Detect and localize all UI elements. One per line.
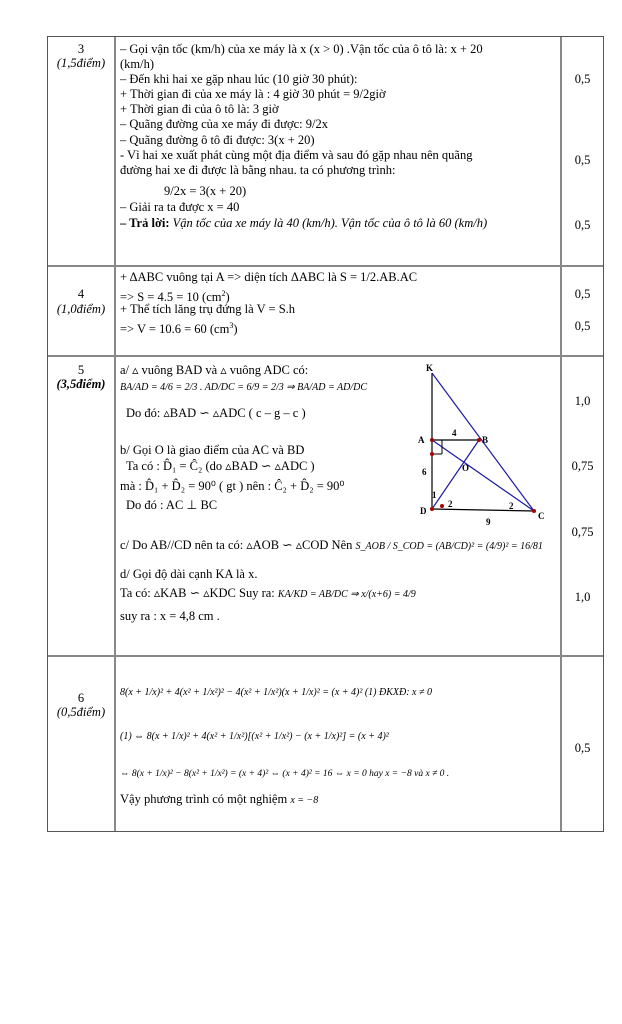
question-points: (3,5điểm) [56,377,106,391]
conclusion-line: Vậy phương trình có một nghiệm x = −8 [120,792,319,806]
part-b-step: mà : D̂₁ + D̂₂ = 90⁰ ( gt ) nên : Ĉ₂ + D̂₂ = 90⁰ [120,479,345,493]
label-O: O [462,463,470,473]
score: 0,5 [574,72,591,86]
label-angle-1: 1 [432,490,437,500]
answer-line [120,216,487,231]
part-d-result: suy ra : x = 4,8 cm . [120,609,220,623]
solution-line: – Quãng đường ô tô đi được: 3(x + 20) [120,133,315,147]
solution-line: đường hai xe đi được là bằng nhau. ta có phương trình: [120,163,396,177]
question-cell [48,657,116,831]
solution-line: – Giải ra ta được x = 40 [120,200,240,214]
score: 0,5 [574,218,591,232]
score: 1,0 [574,590,591,604]
score: 0,5 [574,319,591,333]
score: 0,5 [574,741,591,755]
solution-line: => S = 4.5 = 10 $(cm^2)$ [120,289,230,305]
part-d-line: d/ Gọi độ dài cạnh KA là x. [120,567,258,581]
part-d-ratio: KA/KD = AB/DC ⇒ x/(x+6) = 4/9 [277,589,416,600]
label-D: D [420,506,427,516]
solution-line: + Thời gian đi của xe máy là : 4 giờ 30 phút = 9/2giờ [120,87,386,101]
answer-text: Vận tốc của xe máy là 40 (km/h). Vận tốc của ô tô là 60 (km/h) [172,216,488,230]
solution-cell [116,37,560,265]
solution-cell [116,267,560,355]
geometry-figure [416,361,556,531]
score-cell [560,267,603,355]
equation-line: (1) ⇔ 8(x + 1/x)² + 4(x² + 1/x²)[(x² + 1/x²) − (x + 1/x)²] = (x + 4)² [120,731,389,742]
row-question-3 [48,37,603,265]
solution-line: + Thể tích lăng trụ đứng là V = S.h [120,302,296,316]
solution-line: (km/h) [120,57,155,71]
solution-line: => V = 10.6 = 60 $(cm^3)$ [120,321,238,337]
question-points: (1,0điểm) [56,302,106,316]
part-a-conclusion: Do đó: ▵BAD ∽ ▵ADC ( c – g – c ) [126,406,306,420]
question-cell [48,267,116,355]
solution-line: – Quãng đường của xe máy đi được: 9/2x [120,117,328,131]
label-K: K [426,363,434,373]
score-cell [560,357,603,655]
score: 0,75 [571,459,594,473]
part-c-ratio: S_AOB / S_COD = (AB/CD)² = (4/9)² = 16/81 [355,541,543,552]
label-AB: 4 [452,428,457,438]
label-DC: 9 [486,517,491,527]
question-number: 5 [77,363,85,377]
question-number: 4 [77,287,85,301]
equation-line: 8(x + 1/x)² + 4(x² + 1/x²)² − 4(x² + 1/x²)(x + 1/x)² = (x + 4)² (1) ĐKXĐ: x ≠ 0 [120,687,432,698]
solution-line: + ΔABC vuông tại A => diện tích ΔABC là S = 1/2.AB.AC [120,270,418,284]
solution-line: – Gọi vận tốc (km/h) của xe máy là x (x > 0) .Vận tốc của ô tô là: x + 20 [120,42,483,56]
label-A: A [418,435,425,445]
part-d-step: Ta có: ▵KAB ∽ ▵KDC Suy ra: KA/KD = AB/DC ⇒ x/(x+6) = 4/9 [120,586,416,600]
answer-label: – Trả lời: [120,216,170,230]
part-b-line: b/ Gọi O là giao điểm của AC và BD [120,443,305,457]
row-question-5 [48,355,603,655]
solution-cell [116,657,560,831]
score-cell [560,37,603,265]
question-number: 3 [77,42,85,56]
solution-line: - Vì hai xe xuất phát cùng một địa điểm và sau đó gặp nhau nên quãng [120,148,473,162]
label-B: B [482,435,489,445]
part-b-step: Ta có : D̂₁ = Ĉ₂ (do ▵BAD ∽ ▵ADC ) [126,459,315,473]
row-question-4 [48,265,603,355]
question-number: 6 [77,691,85,705]
score: 0,5 [574,287,591,301]
answer-table [47,36,604,832]
score-cell [560,657,603,831]
label-AD: 6 [422,467,427,477]
score: 0,75 [571,525,594,539]
solution-cell [116,357,560,655]
question-points: (0,5điểm) [56,705,106,719]
score: 0,5 [574,153,591,167]
equation-line: 9/2x = 3(x + 20) [164,184,247,198]
question-cell [48,357,116,655]
label-C: C [538,511,545,521]
question-points: (1,5điểm) [56,56,106,70]
row-question-6 [48,655,603,831]
question-cell [48,37,116,265]
solution-line: – Đến khi hai xe gặp nhau lúc (10 giờ 30 phút): [120,72,358,86]
part-a-ratios: BA/AD = 4/6 = 2/3 . AD/DC = 6/9 = 2/3 ⇒ BA/AD = AD/DC [120,382,368,393]
label-angle-2: 2 [448,499,453,509]
part-b-step: Do đó : AC ⊥ BC [126,498,218,512]
part-c-line: c/ Do AB//CD nên ta có: ▵AOB ∽ ▵COD Nên S_AOB / S_COD = (AB/CD)² = (4/9)² = 16/81 [120,538,543,552]
solution-line: + Thời gian đi của ô tô là: 3 giờ [120,102,279,116]
equation-line: ⇔ 8(x + 1/x)² − 8(x² + 1/x²) = (x + 4)² ⇔ (x + 4)² = 16 ⇔ x = 0 hay x = −8 và x ≠ 0 . [120,769,450,779]
label-angle-C2: 2 [509,501,514,511]
score: 1,0 [574,394,591,408]
part-a-line: a/ ▵ vuông BAD và ▵ vuông ADC có: [120,363,309,377]
